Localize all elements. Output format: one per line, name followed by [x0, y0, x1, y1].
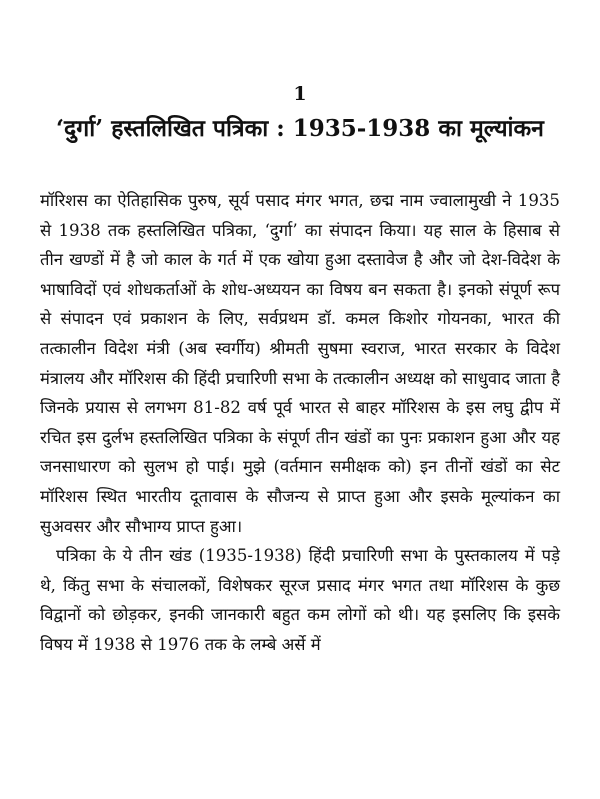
paragraph-1: मॉरिशस का ऐतिहासिक पुरुष, सूर्य पसाद मंगर भगत, छद्म नाम ज्वालामुखी ने 1935 से 1938 तक हस्तलिखित पत्रिका, ‘दुर्गा’ का संपादन किया। यह साल के हिसाब से तीन खण्डों में है जो काल के गर्त में एक खोया हुआ दस्तावेज है और जो देश-विदेश के भाषाविदों एवं शोधकर्ताओं के शोध-अध्ययन का विषय बन सकता है। इनको संपूर्ण रूप से संपादन एवं प्रकाशन के लिए, सर्वप्रथम डॉ. कमल किशोर गोयनका, भारत की तत्कालीन विदेश मंत्री (अब स्वर्गीय) श्रीमती सुषमा स्वराज, भारत सरकार के विदेश मंत्रालय और मॉरिशस की हिंदी प्रचारिणी सभा के तत्कालीन अध्यक्ष को साधुवाद जाता है जिनके प्रयास से लगभग 81-82 वर्ष पूर्व भारत से बाहर मॉरिशस के इस लघु द्वीप में रचित इस दुर्लभ हस्तलिखित पत्रिका के संपूर्ण तीन खंडों का पुनः प्रकाशन हुआ और यह जनसाधारण को सुलभ हो पाई। मुझे (वर्तमान समीक्षक को) इन तीनों खंडों का सेट मॉरिशस स्थित भारतीय दूतावास के सौजन्य से प्राप्त हुआ और इसके मूल्यांकन का सुअवसर और सौभाग्य प्राप्त हुआ। [40, 191, 560, 536]
chapter-title: ‘दुर्गा’ हस्तलिखित पत्रिका : 1935-1938 का मूल्यांकन [56, 115, 544, 142]
chapter-number: 1 [293, 83, 307, 105]
body-text [40, 186, 560, 660]
paragraph-2: पत्रिका के ये तीन खंड (1935-1938) हिंदी प्रचारिणी सभा के पुस्तकालय में पड़े थे, किंतु सभा के संचालकों, विशेषकर सूरज प्रसाद मंगर भगत तथा मॉरिशस के कुछ विद्वानों को छोड़कर, इनकी जानकारी बहुत कम लोगों को थी। यह इसलिए कि इसके विषय में 1938 से 1976 तक के लम्बे अर्से में [40, 546, 560, 654]
